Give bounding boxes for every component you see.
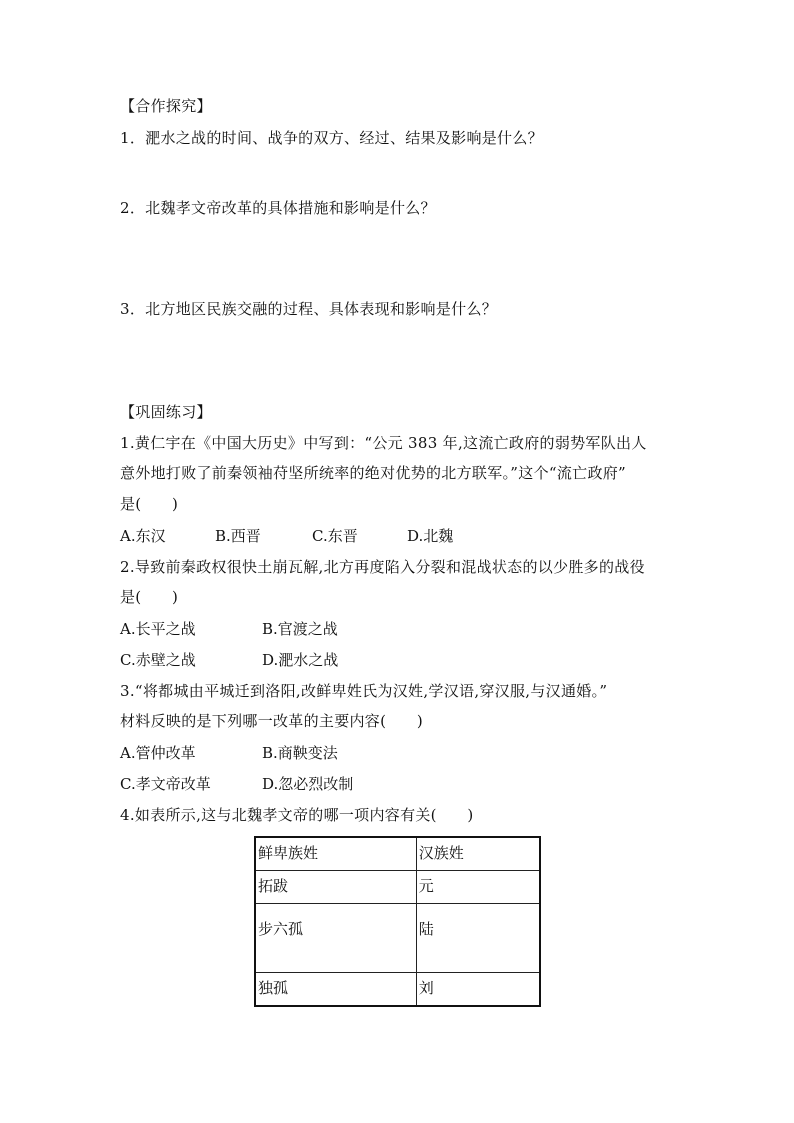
q2-option-c: C.赤壁之战 — [120, 651, 196, 669]
table-cell: 陆 — [416, 904, 540, 973]
q3-option-b: B.商鞅变法 — [262, 744, 338, 762]
q1-line-1: 1.黄仁宇在《中国大历史》中写到：“公元 383 年,这流亡政府的弱势军队出人 — [120, 434, 647, 452]
table-row — [255, 973, 540, 1007]
q3-line-2: 材料反映的是下列哪一改革的主要内容( ) — [120, 712, 424, 730]
q1-option-d: D.北魏 — [407, 527, 454, 545]
explore-heading: 【合作探究】 — [120, 97, 212, 115]
q1-line-3: 是( ) — [120, 495, 179, 513]
q1-option-c: C.东晋 — [312, 527, 358, 545]
q3-option-d: D.忽必烈改制 — [262, 775, 354, 793]
table-cell: 独孤 — [255, 973, 416, 1007]
q3-line-1: 3.“将都城由平城迁到洛阳,改鲜卑姓氏为汉姓,学汉语,穿汉服,与汉通婚。” — [120, 682, 608, 700]
table-cell: 刘 — [416, 973, 540, 1007]
q2-option-a: A.长平之战 — [120, 620, 196, 638]
q4-line: 4.如表所示,这与北魏孝文帝的哪一项内容有关( ) — [120, 806, 474, 824]
q2-option-d: D.淝水之战 — [262, 651, 339, 669]
q2-line-1: 2.导致前秦政权很快土崩瓦解,北方再度陷入分裂和混战状态的以少胜多的战役 — [120, 558, 645, 576]
table-cell: 步六孤 — [255, 904, 416, 973]
surname-table — [254, 836, 541, 1007]
q2-option-b: B.官渡之战 — [262, 620, 338, 638]
q3-option-c: C.孝文帝改革 — [120, 775, 211, 793]
table-row — [255, 871, 540, 904]
q1-option-b: B.西晋 — [215, 527, 261, 545]
table-cell: 拓跋 — [255, 871, 416, 904]
table-row — [255, 904, 540, 973]
table-header-row — [255, 837, 540, 871]
table-header-cell: 鲜卑族姓 — [255, 837, 416, 871]
explore-question-1: 1．淝水之战的时间、战争的双方、经过、结果及影响是什么？ — [120, 129, 543, 147]
q2-line-2: 是( ) — [120, 588, 179, 606]
table-cell: 元 — [416, 871, 540, 904]
q3-option-a: A.管仲改革 — [120, 744, 196, 762]
practice-heading: 【巩固练习】 — [120, 403, 212, 421]
explore-question-3: 3．北方地区民族交融的过程、具体表现和影响是什么？ — [120, 300, 498, 318]
q1-option-a: A.东汉 — [120, 527, 166, 545]
table-header-cell: 汉族姓 — [416, 837, 540, 871]
q1-line-2: 意外地打败了前秦领袖苻坚所统率的绝对优势的北方联军。”这个“流亡政府” — [120, 464, 627, 482]
explore-question-2: 2．北魏孝文帝改革的具体措施和影响是什么？ — [120, 199, 436, 217]
